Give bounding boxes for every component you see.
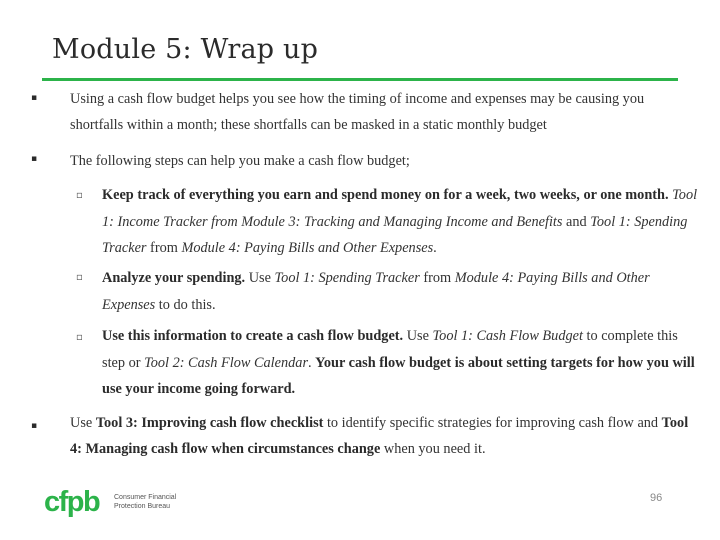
bullet-3-text-2: to identify specific strategies for improving cash flow and <box>323 415 662 431</box>
step-3-text <box>102 323 702 403</box>
tool-4-name: Tool 4: Managing cash flow when circumstances change <box>70 415 689 457</box>
page-number: 96 <box>650 492 663 504</box>
bullet-marker <box>31 94 39 102</box>
step-1-text <box>102 182 702 262</box>
step-1-text-3: from <box>146 240 182 256</box>
cfpb-logo-mark <box>44 486 112 520</box>
logo-subtitle-line-2: Protection Bureau <box>114 502 171 510</box>
bullet-1-text: Using a cash flow budget helps you see how the timing of income and expenses may be causing you shortfalls within a month; these shortfalls can be masked in a static monthly budget <box>70 91 645 133</box>
step-2-text-3: to do this. <box>155 296 216 313</box>
step-3-italic-1: Tool 1: Cash Flow Budget <box>432 328 583 344</box>
bullet-2-text: The following steps can help you make a cash flow budget; <box>70 153 410 169</box>
bullet-3-text-1: Use <box>70 415 96 431</box>
step-2-text <box>102 265 702 318</box>
bullet-3-text-3: when you need it. <box>380 440 486 457</box>
bullet-3-text <box>70 411 695 462</box>
step-2-bold: Analyze your spending. <box>102 270 246 286</box>
step-1-text-2: and <box>562 213 591 230</box>
sub-bullet-marker <box>76 191 86 201</box>
step-1-italic-2: Tool 1: Spending Tracker <box>102 213 688 256</box>
step-2-italic-2: Module 4: Paying Bills and Other Expenses <box>102 270 650 313</box>
step-1-bold: Keep track of everything you earn and spend money on for a week, two weeks, or one month. <box>102 187 669 203</box>
step-3-bold-2: Your cash flow budget is about setting targets for how you will use your income going forward. <box>102 354 695 397</box>
logo-subtitle-line-1: Consumer Financial <box>114 494 177 501</box>
bullet-marker <box>31 422 39 430</box>
bullet-marker <box>31 155 39 163</box>
step-1-italic-1: Tool 1: Income Tracker from Module 3: Tracking and Managing Income and Benefits <box>102 187 698 230</box>
step-3-text-2: to complete this step or <box>102 328 678 371</box>
step-2-text-1: Use <box>245 270 275 286</box>
title-underline <box>42 78 678 81</box>
step-2-italic-1: Tool 1: Spending Tracker <box>274 270 420 286</box>
step-1-italic-3: Module 4: Paying Bills and Other Expenses <box>181 240 434 256</box>
step-1-text-4: . <box>433 240 437 256</box>
step-2-text-2: from <box>419 270 455 286</box>
tool-3-name: Tool 3: Improving cash flow checklist <box>95 415 324 431</box>
cfpb-logo-text: cfpb <box>44 486 100 518</box>
step-3-italic-2: Tool 2: Cash Flow Calendar <box>144 354 309 371</box>
cfpb-logo-subtitle <box>114 494 176 511</box>
step-3-text-1: Use <box>403 328 433 344</box>
sub-bullet-marker <box>76 273 86 283</box>
step-3-text-3: . <box>308 354 316 371</box>
step-3-bold: Use this information to create a cash flow budget. <box>102 328 404 344</box>
sub-bullet-marker <box>76 333 86 343</box>
slide-title: Module 5: Wrap up <box>52 34 319 65</box>
